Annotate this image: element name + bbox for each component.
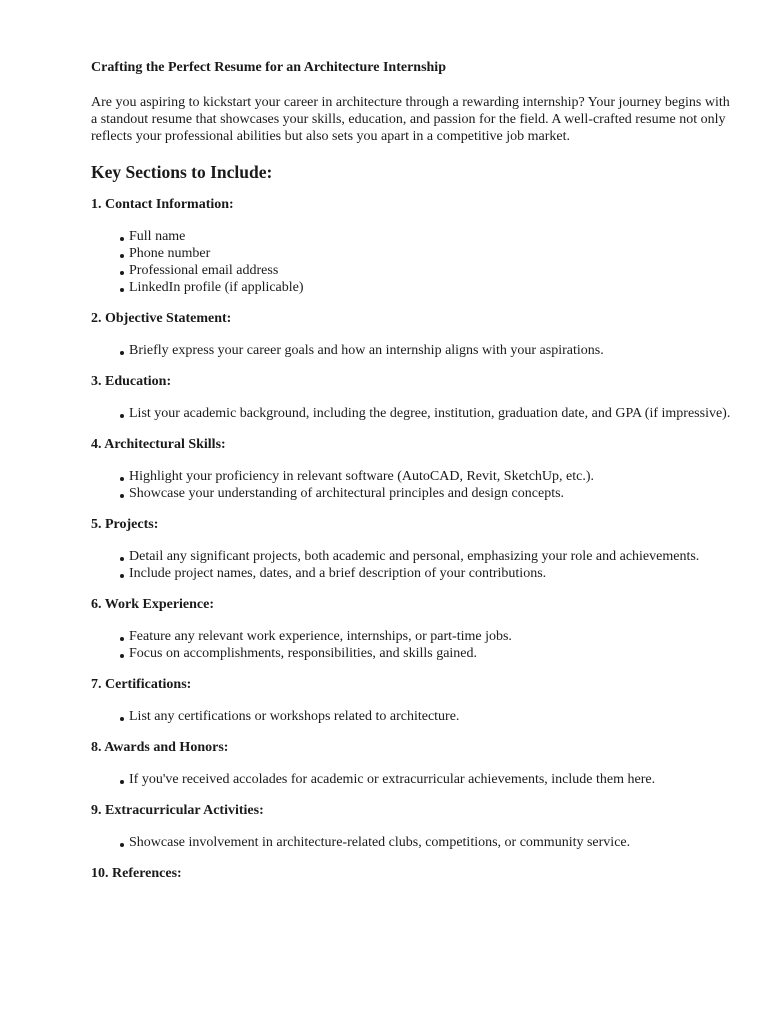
list-item: Feature any relevant work experience, internships, or part-time jobs. xyxy=(120,628,731,645)
bullet-list xyxy=(91,771,731,788)
list-item: Full name xyxy=(120,228,731,245)
section-title: 5. Projects: xyxy=(91,517,159,532)
section-1 xyxy=(91,196,731,296)
section-2 xyxy=(91,310,731,359)
section-title: 6. Work Experience: xyxy=(91,597,215,612)
list-item: Briefly express your career goals and how an internship aligns with your aspirations. xyxy=(120,342,731,359)
section-title: 4. Architectural Skills: xyxy=(91,437,226,452)
bullet-list xyxy=(91,548,731,582)
list-item: If you've received accolades for academic or extracurricular achievements, include them here. xyxy=(120,771,731,788)
bullet-list xyxy=(91,342,731,359)
list-item: Focus on accomplishments, responsibilities, and skills gained. xyxy=(120,645,731,662)
section-title: 10. References: xyxy=(91,866,182,881)
key-sections-heading: Key Sections to Include: xyxy=(91,162,273,182)
bullet-list xyxy=(91,834,731,851)
list-item: Showcase involvement in architecture-related clubs, competitions, or community service. xyxy=(120,834,731,851)
bullet-list xyxy=(91,228,731,296)
bullet-list xyxy=(91,468,731,502)
section-10 xyxy=(91,865,731,882)
bullet-list xyxy=(91,708,731,725)
intro-paragraph: Are you aspiring to kickstart your career in architecture through a rewarding internship? Your journey begins with a standout resume that showcases your skills, education, and passion for the field. A well-crafted resume not only reflects your professional abilities but also sets you apart in a competitive job market. xyxy=(91,95,730,144)
bullet-list xyxy=(91,628,731,662)
bullet-list xyxy=(91,405,731,422)
list-item: Showcase your understanding of architectural principles and design concepts. xyxy=(120,485,731,502)
list-item: LinkedIn profile (if applicable) xyxy=(120,279,731,296)
list-item: Include project names, dates, and a brief description of your contributions. xyxy=(120,565,731,582)
list-item: List any certifications or workshops related to architecture. xyxy=(120,708,731,725)
section-title: 3. Education: xyxy=(91,374,172,389)
section-title: 7. Certifications: xyxy=(91,677,192,692)
section-title: 1. Contact Information: xyxy=(91,197,234,212)
section-6 xyxy=(91,596,731,662)
list-item: Phone number xyxy=(120,245,731,262)
document-page xyxy=(91,59,731,882)
section-3 xyxy=(91,373,731,422)
sections-list xyxy=(91,196,731,882)
section-7 xyxy=(91,676,731,725)
list-item: Professional email address xyxy=(120,262,731,279)
section-title: 8. Awards and Honors: xyxy=(91,740,229,755)
section-5 xyxy=(91,516,731,582)
list-item: Detail any significant projects, both academic and personal, emphasizing your role and achievements. xyxy=(120,548,731,565)
section-4 xyxy=(91,436,731,502)
document-title: Crafting the Perfect Resume for an Architecture Internship xyxy=(91,60,446,75)
section-title: 9. Extracurricular Activities: xyxy=(91,803,264,818)
list-item: Highlight your proficiency in relevant software (AutoCAD, Revit, SketchUp, etc.). xyxy=(120,468,731,485)
section-title: 2. Objective Statement: xyxy=(91,311,232,326)
list-item: List your academic background, including the degree, institution, graduation date, and GPA (if impressive). xyxy=(120,405,731,422)
section-9 xyxy=(91,802,731,851)
section-8 xyxy=(91,739,731,788)
